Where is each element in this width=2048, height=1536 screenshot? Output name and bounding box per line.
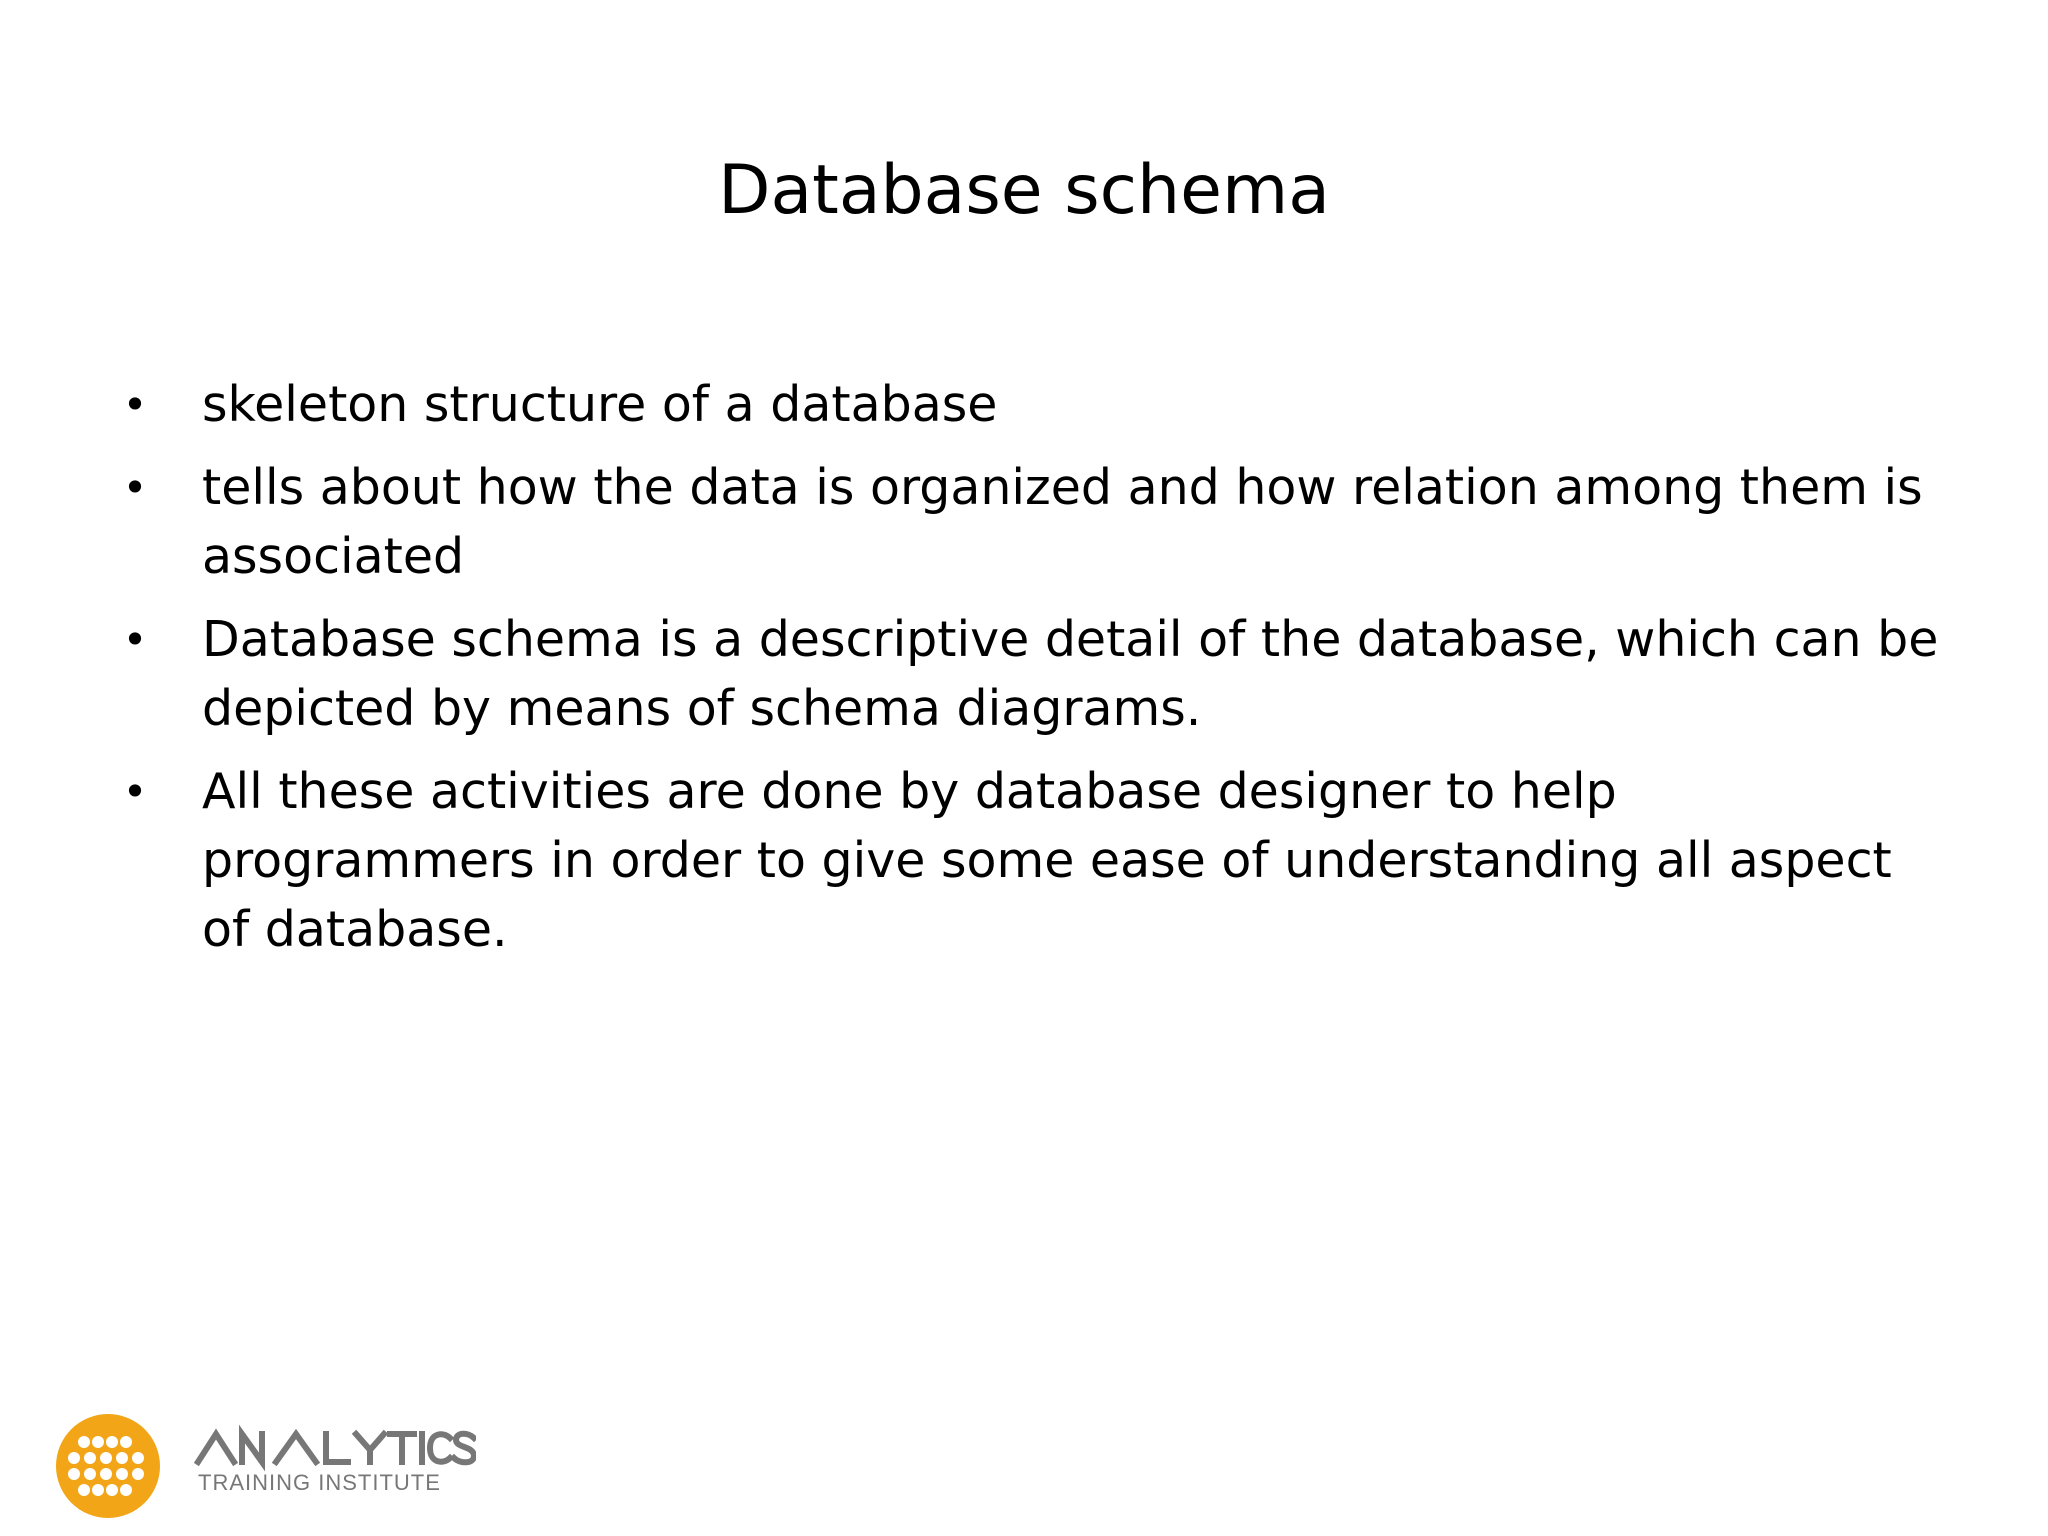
slide-title: Database schema — [718, 151, 1330, 230]
orange-dot-grid-logo-icon — [56, 1414, 160, 1518]
bullet-item — [120, 453, 1950, 591]
bullet-dot-icon: • — [122, 615, 148, 664]
bullet-item — [120, 757, 1950, 964]
company-logo — [56, 1414, 476, 1518]
bullet-text: skeleton structure of a database — [202, 376, 998, 433]
bullet-dot-icon: • — [122, 380, 148, 429]
bullet-item — [120, 605, 1950, 743]
bullet-text: tells about how the data is organized and how relation among them is associated — [202, 459, 1923, 585]
bullet-text: Database schema is a descriptive detail of the database, which can be depicted by means of schema diagrams. — [202, 611, 1939, 737]
bullet-list — [120, 370, 1950, 978]
bullet-item — [120, 370, 1950, 439]
analytics-wordmark — [198, 1434, 474, 1463]
analytics-training-institute-logo — [56, 1414, 476, 1518]
logo-subtitle: TRAINING INSTITUTE — [198, 1470, 441, 1495]
bullet-dot-icon: • — [122, 767, 148, 816]
bullet-text: All these activities are done by database designer to help programmers in order to give some ease of understanding all aspect of database. — [202, 763, 1892, 958]
bullet-dot-icon: • — [122, 463, 148, 512]
